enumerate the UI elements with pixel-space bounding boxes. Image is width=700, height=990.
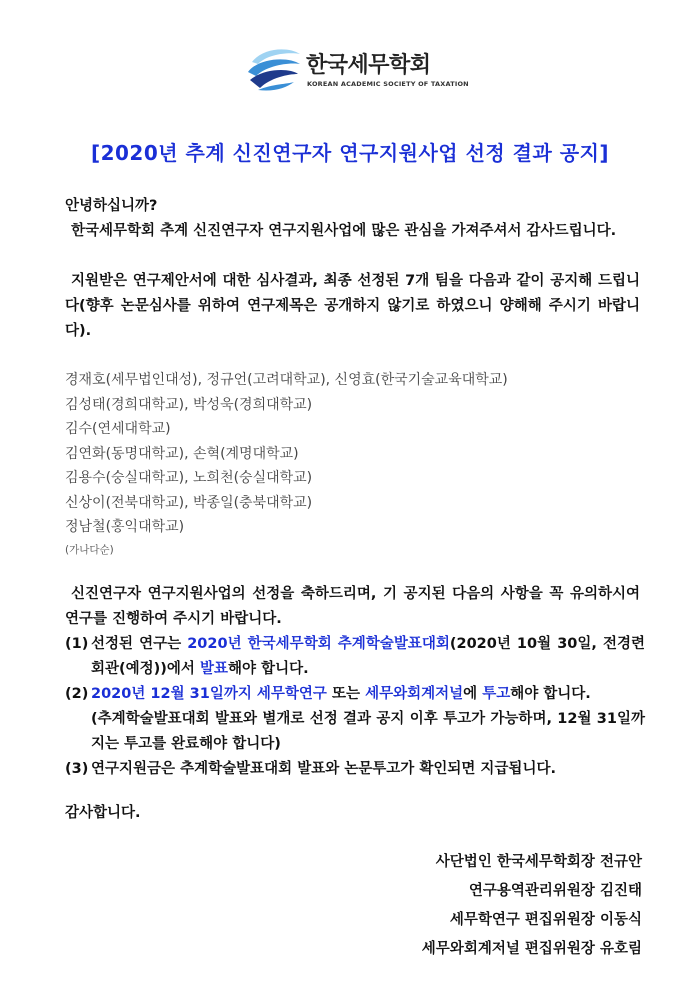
result-paragraph: 지원받은 연구제안서에 대한 심사결과, 최종 선정된 7개 팀을 다음과 같이 공지해 드립니다(향후 논문심사를 위하여 연구제목은 공개하지 않기로 하였으니 양해해 주시기 바랍니다). bbox=[65, 273, 640, 339]
item-text: 해야 합니다. bbox=[510, 686, 591, 702]
item-highlight: 2020년 12월 31일까지 세무학연구 bbox=[91, 686, 327, 702]
notice-item-2 bbox=[65, 682, 645, 757]
item-highlight: 투고 bbox=[482, 686, 511, 702]
item-number: (3) bbox=[65, 761, 89, 777]
item-number: (1) bbox=[65, 636, 89, 652]
team-row: 정남철(홍익대학교) bbox=[65, 519, 185, 535]
team-row: 김성태(경희대학교), 박성욱(경희대학교) bbox=[65, 396, 313, 413]
team-row: 김수(연세대학교) bbox=[65, 421, 171, 437]
notice-item-1 bbox=[65, 632, 645, 682]
notice-intro: 신진연구자 연구지원사업의 선정을 축하드리며, 기 공지된 다음의 사항을 꼭 유의하시여 연구를 진행하여 주시기 바랍니다. bbox=[65, 586, 640, 627]
item-text: 에 bbox=[463, 686, 483, 702]
society-logo bbox=[244, 44, 469, 96]
society-logo-name: 한국세무학회 bbox=[306, 53, 431, 78]
team-row: 신상이(전북대학교), 박종일(충북대학교) bbox=[65, 494, 313, 511]
item-highlight: 세무와회계저널 bbox=[365, 686, 464, 702]
item-text: 또는 bbox=[326, 686, 366, 702]
signature-block bbox=[422, 848, 642, 964]
order-note: (가나다순) bbox=[65, 543, 114, 556]
team-row: 경재호(세무법인대성), 정규언(고려대학교), 신영효(한국기술교육대학교) bbox=[65, 372, 508, 388]
page-title: [2020년 추계 신진연구자 연구지원사업 선정 결과 공지] bbox=[90, 141, 610, 165]
item-highlight: 2020년 한국세무학회 추계학술발표대회 bbox=[187, 636, 450, 652]
item-number: (2) bbox=[65, 686, 89, 702]
item-note: (추계학술발표대회 발표와 별개로 선정 결과 공지 이후 투고가 가능하며, 12월 31일까지는 투고를 완료해야 합니다) bbox=[91, 711, 645, 752]
item-highlight: 발표 bbox=[199, 661, 228, 677]
item-text: (2020년 10월 30일, 전경련회관(예정))에서 bbox=[91, 636, 646, 677]
society-logo-english: KOREAN ACADEMIC SOCIETY OF TAXATION bbox=[307, 80, 469, 88]
signature-line: 세무와회계저널 편집위원장 유호림 bbox=[421, 941, 642, 957]
item-text: 연구지원금은 추계학술발표대회 발표와 논문투고가 확인되면 지급됩니다. bbox=[91, 761, 556, 777]
signature-line: 사단법인 한국세무학회장 전규안 bbox=[435, 854, 642, 870]
team-row: 김용수(숭실대학교), 노희천(숭실대학교) bbox=[65, 470, 313, 486]
selected-teams-list bbox=[65, 368, 508, 560]
society-logo-icon bbox=[244, 44, 302, 96]
notice-item-3 bbox=[65, 757, 645, 782]
notice-items bbox=[65, 632, 645, 782]
closing: 감사합니다. bbox=[65, 805, 141, 821]
greeting: 안녕하십니까? bbox=[65, 198, 158, 214]
item-text: 선정된 연구는 bbox=[91, 636, 188, 652]
thanks-paragraph: 한국세무학회 추계 신진연구자 연구지원사업에 많은 관심을 가져주셔서 감사드립니다. bbox=[71, 223, 617, 239]
signature-line: 연구용역관리위원장 김진태 bbox=[468, 883, 642, 899]
team-row: 김연화(동명대학교), 손혁(계명대학교) bbox=[65, 445, 299, 462]
item-text: 해야 합니다. bbox=[228, 661, 309, 677]
signature-line: 세무학연구 편집위원장 이동식 bbox=[449, 912, 642, 928]
